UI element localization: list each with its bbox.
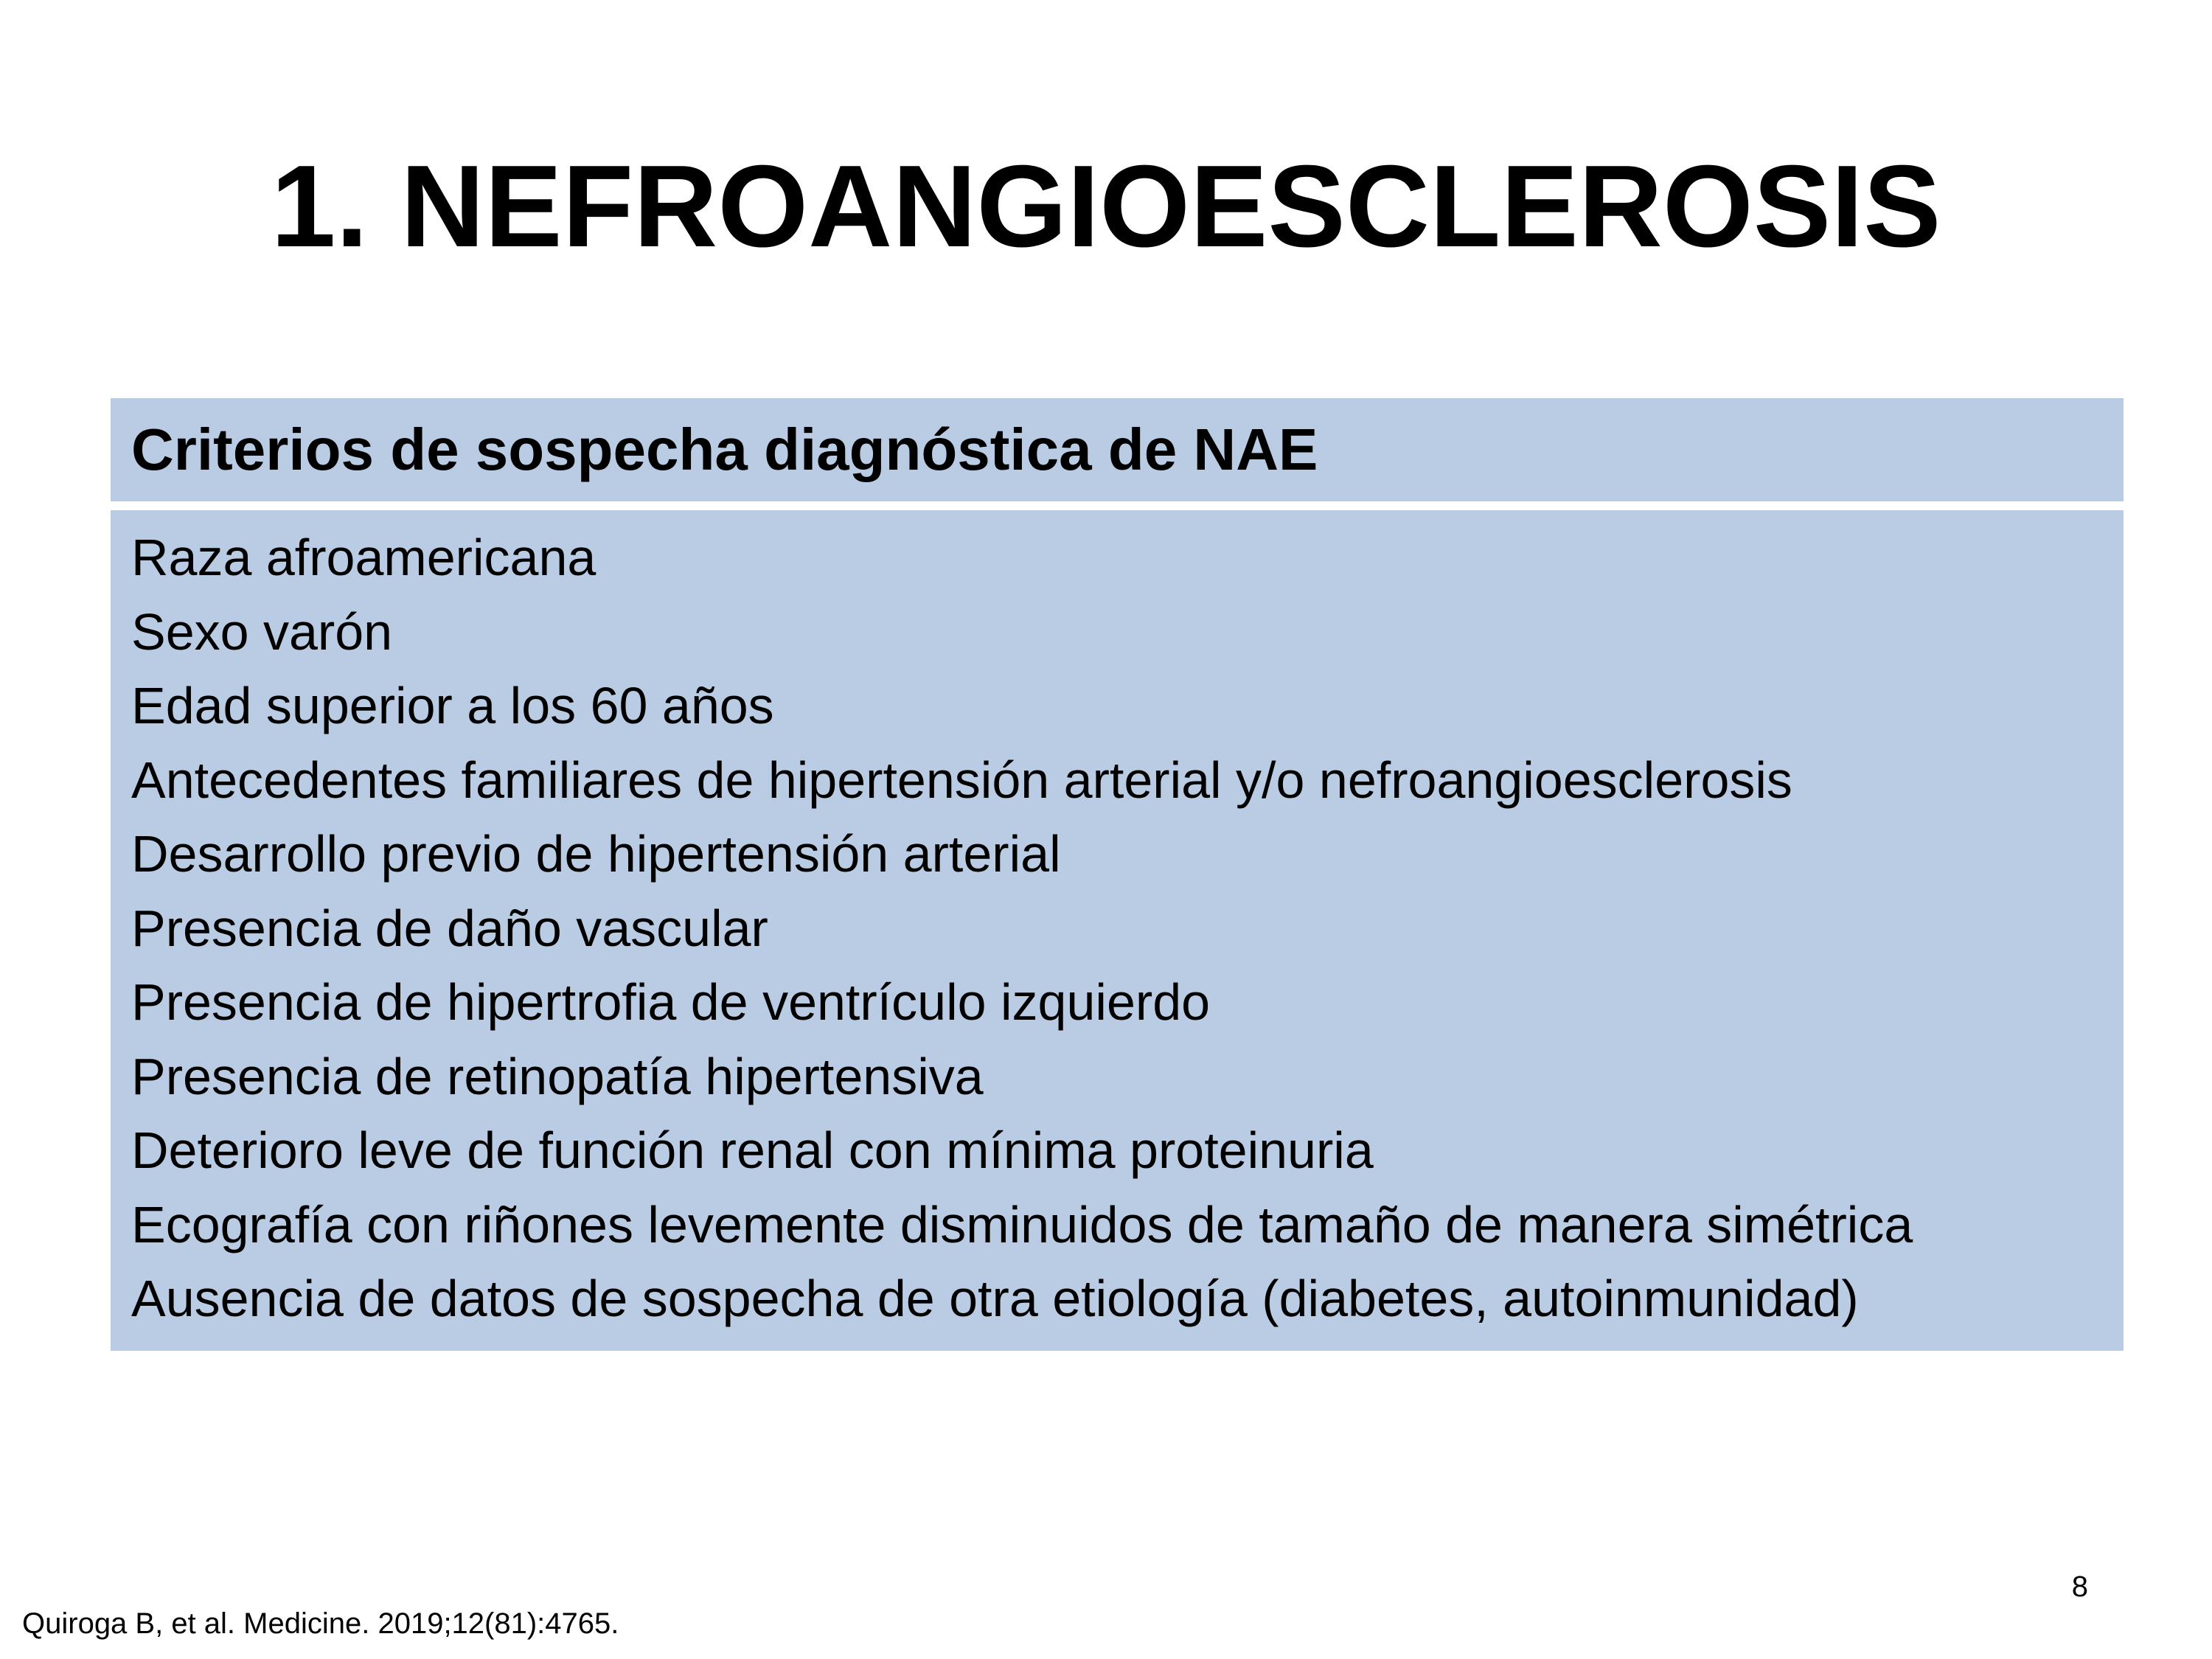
criteria-item: Ecografía con riñones levemente disminuidos de tamaño de manera simétrica <box>131 1195 1913 1253</box>
page-number: 8 <box>2071 1571 2088 1603</box>
slide-title: 1. NEFROANGIOESCLEROSIS <box>271 142 1941 271</box>
criteria-item: Ausencia de datos de sospecha de otra etiología (diabetes, autoinmunidad) <box>131 1270 1859 1327</box>
criteria-item: Deterioro leve de función renal con mínima proteinuria <box>131 1121 1374 1179</box>
criteria-item: Desarrollo previo de hipertensión arterial <box>131 825 1061 883</box>
criteria-item: Presencia de daño vascular <box>131 899 768 957</box>
criteria-item: Sexo varón <box>131 602 393 661</box>
criteria-item: Presencia de retinopatía hipertensiva <box>131 1047 984 1105</box>
criteria-list <box>131 521 2103 1336</box>
criteria-table <box>111 398 2124 1351</box>
criteria-item: Presencia de hipertrofia de ventrículo izquierdo <box>131 973 1211 1031</box>
citation: Quiroga B, et al. Medicine. 2019;12(81):4765. <box>22 1607 619 1640</box>
criteria-item: Antecedentes familiares de hipertensión arterial y/o nefroangioesclerosis <box>131 751 1792 809</box>
table-header: Criterios de sospecha diagnóstica de NAE <box>111 398 2124 501</box>
table-divider <box>111 501 2124 510</box>
criteria-item: Edad superior a los 60 años <box>131 677 774 734</box>
table-body <box>111 510 2124 1351</box>
criteria-item: Raza afroamericana <box>131 529 597 586</box>
